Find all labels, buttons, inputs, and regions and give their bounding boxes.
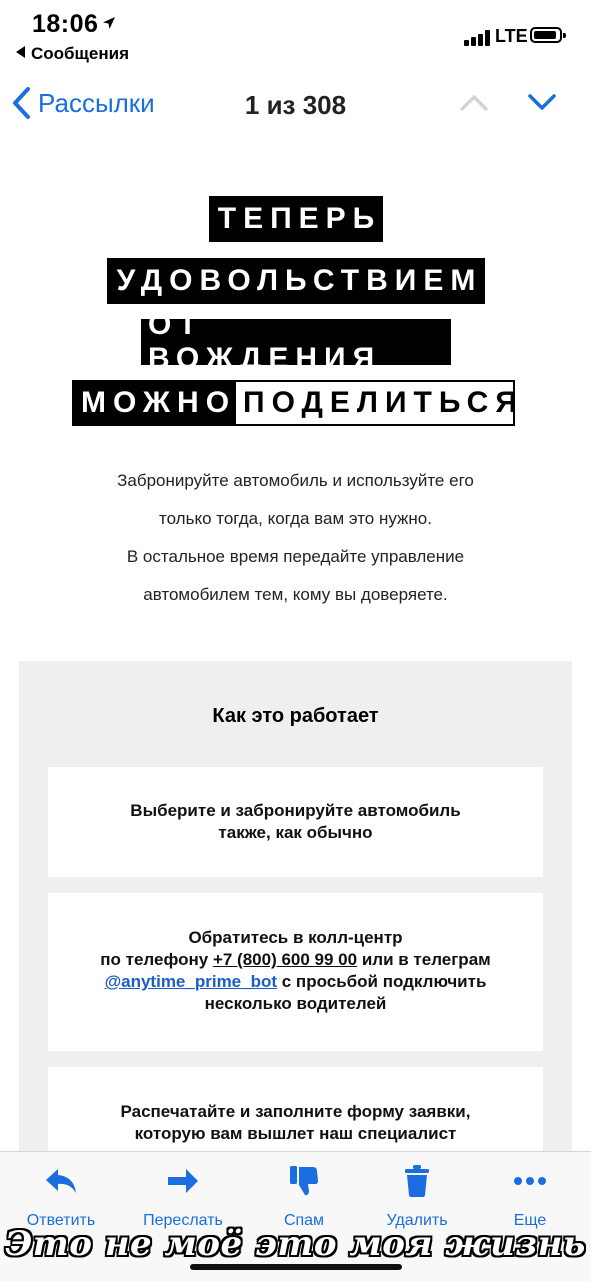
intro-line-2: только тогда, когда вам это нужно. (159, 509, 432, 528)
step2-line-2-suffix: или в телеграм (357, 950, 491, 969)
reply-button[interactable] (6, 1162, 116, 1230)
reply-label: Ответить (26, 1212, 96, 1229)
mail-nav-bar (0, 78, 591, 134)
step-card-1 (48, 767, 543, 877)
intro-line-1: Забронируйте автомобиль и используйте его (117, 471, 474, 490)
status-time: 18:06 (32, 10, 99, 38)
thumbs-down-icon (288, 1164, 320, 1198)
phone-link[interactable]: +7 (800) 600 99 00 (212, 950, 358, 969)
home-indicator[interactable] (190, 1264, 402, 1270)
how-it-works-panel (19, 661, 572, 1161)
delete-button[interactable] (362, 1162, 472, 1230)
trash-icon (403, 1164, 431, 1198)
more-button[interactable] (475, 1162, 585, 1230)
location-arrow-icon (101, 15, 117, 31)
back-to-mailbox-label: Рассылки (38, 87, 155, 118)
step2-line-3 (48, 971, 543, 993)
more-ellipsis-icon (513, 1176, 547, 1186)
back-app-label: Сообщения (31, 44, 129, 63)
back-triangle-icon (16, 46, 25, 58)
reply-icon (44, 1166, 78, 1196)
cellular-signal-icon (464, 28, 494, 46)
step1-line-2: также, как обычно (218, 823, 373, 842)
delete-label: Удалить (386, 1212, 448, 1229)
intro-text (0, 462, 591, 614)
chevron-left-icon (12, 86, 32, 120)
more-label: Еще (513, 1212, 547, 1229)
next-message-chevron-down-icon[interactable] (526, 90, 558, 114)
headline-line-1: ТЕПЕРЬ (209, 196, 383, 242)
step2-line-3-suffix: с просьбой подключить (277, 972, 487, 991)
previous-message-chevron-up-icon[interactable] (458, 90, 490, 114)
back-to-app-link[interactable] (16, 44, 129, 64)
step-card-2 (48, 893, 543, 1051)
forward-label: Переслать (143, 1212, 223, 1229)
forward-arrow-icon (166, 1166, 200, 1196)
headline-line-4 (72, 380, 524, 426)
spam-button[interactable] (249, 1162, 359, 1230)
network-type: LTE (495, 26, 528, 46)
step3-line-1: Распечатайте и заполните форму заявки, (120, 1102, 471, 1121)
step2-line-1: Обратитесь в колл-центр (188, 928, 403, 947)
headline-line-3: ОТ ВОЖДЕНИЯ (141, 319, 451, 365)
how-it-works-title: Как это работает (212, 705, 379, 727)
status-bar (0, 0, 591, 70)
step3-line-2: которую вам вышлет наш специалист (134, 1124, 457, 1143)
step1-line-1: Выберите и забронируйте автомобиль (130, 801, 461, 820)
headline-line-4a: МОЖНО (74, 382, 236, 424)
message-counter: 1 из 308 (244, 90, 347, 120)
intro-line-4: автомобилем тем, кому вы доверяете. (143, 585, 448, 604)
back-to-mailbox-button[interactable] (12, 86, 155, 120)
step2-line-2 (48, 949, 543, 971)
battery-icon (530, 27, 562, 43)
spam-label: Спам (283, 1212, 325, 1229)
step2-line-2-prefix: по телефону (100, 950, 213, 969)
overlay-caption: Это не моё это моя жизнь (5, 1224, 586, 1264)
headline-line-2: УДОВОЛЬСТВИЕМ (107, 258, 485, 304)
telegram-bot-link[interactable]: @anytime_prime_bot (104, 972, 278, 991)
step2-line-4: несколько водителей (204, 994, 387, 1013)
intro-line-3: В остальное время передайте управление (126, 547, 465, 566)
forward-button[interactable] (128, 1162, 238, 1230)
headline-line-4b: ПОДЕЛИТЬСЯ (243, 386, 524, 419)
